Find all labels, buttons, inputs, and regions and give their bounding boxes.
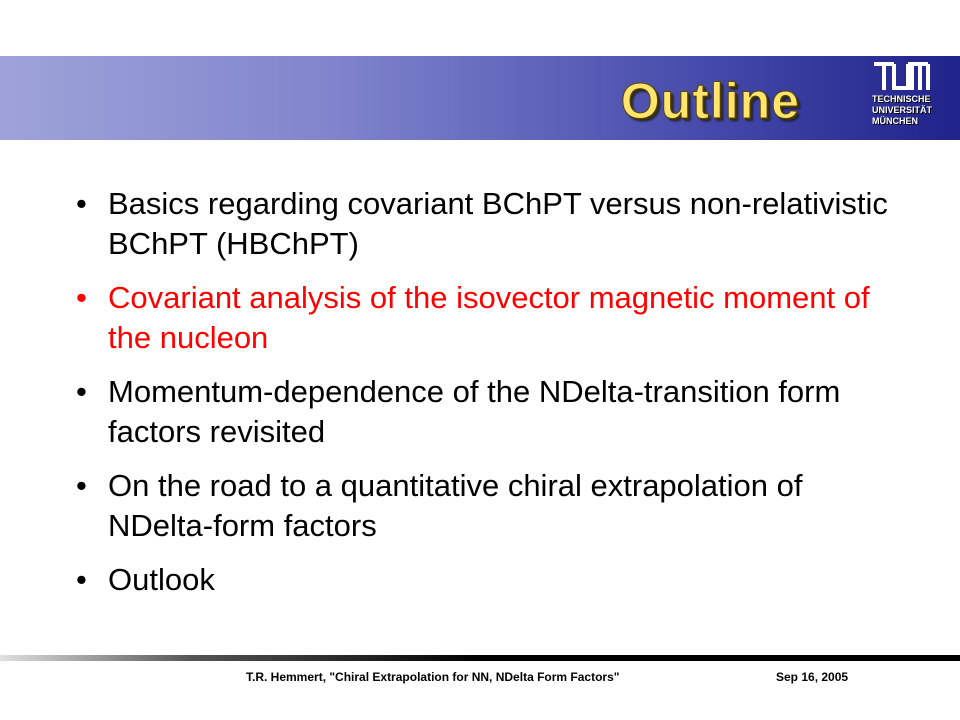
bullet-text: Basics regarding covariant BChPT versus non-relativistic BChPT (HBChPT) bbox=[108, 186, 888, 261]
bullet-text: Outlook bbox=[108, 562, 215, 597]
bullet-list bbox=[76, 184, 906, 614]
bullet-dot: • bbox=[76, 374, 87, 409]
footer-citation: T.R. Hemmert, "Chiral Extrapolation for NN, NDelta Form Factors" bbox=[246, 670, 620, 684]
footer-rule bbox=[0, 655, 960, 661]
slide-title: Outline bbox=[620, 73, 800, 129]
bullet-dot: • bbox=[76, 468, 87, 503]
logo-line-3: MÜNCHEN bbox=[872, 116, 918, 126]
footer-date: Sep 16, 2005 bbox=[776, 670, 849, 684]
bullet-text: Momentum-dependence of the NDelta-transition form factors revisited bbox=[108, 374, 841, 449]
title-bar bbox=[0, 56, 960, 140]
logo-line-2: UNIVERSITÄT bbox=[872, 105, 933, 115]
bullet-item bbox=[76, 372, 906, 452]
bullet-text: Covariant analysis of the isovector magnetic moment of the nucleon bbox=[108, 280, 870, 355]
bullet-item bbox=[76, 560, 906, 600]
bullet-item bbox=[76, 466, 906, 546]
bullet-dot: • bbox=[76, 562, 87, 597]
bullet-text: On the road to a quantitative chiral extrapolation of NDelta-form factors bbox=[108, 468, 803, 543]
logo-line-1: TECHNISCHE bbox=[872, 94, 931, 104]
bullet-dot: • bbox=[76, 186, 87, 221]
bullet-item-highlighted bbox=[76, 278, 906, 358]
bullet-item bbox=[76, 184, 906, 264]
tum-logo-icon bbox=[872, 60, 932, 94]
bullet-dot: • bbox=[76, 280, 87, 315]
tum-logo bbox=[872, 60, 934, 136]
